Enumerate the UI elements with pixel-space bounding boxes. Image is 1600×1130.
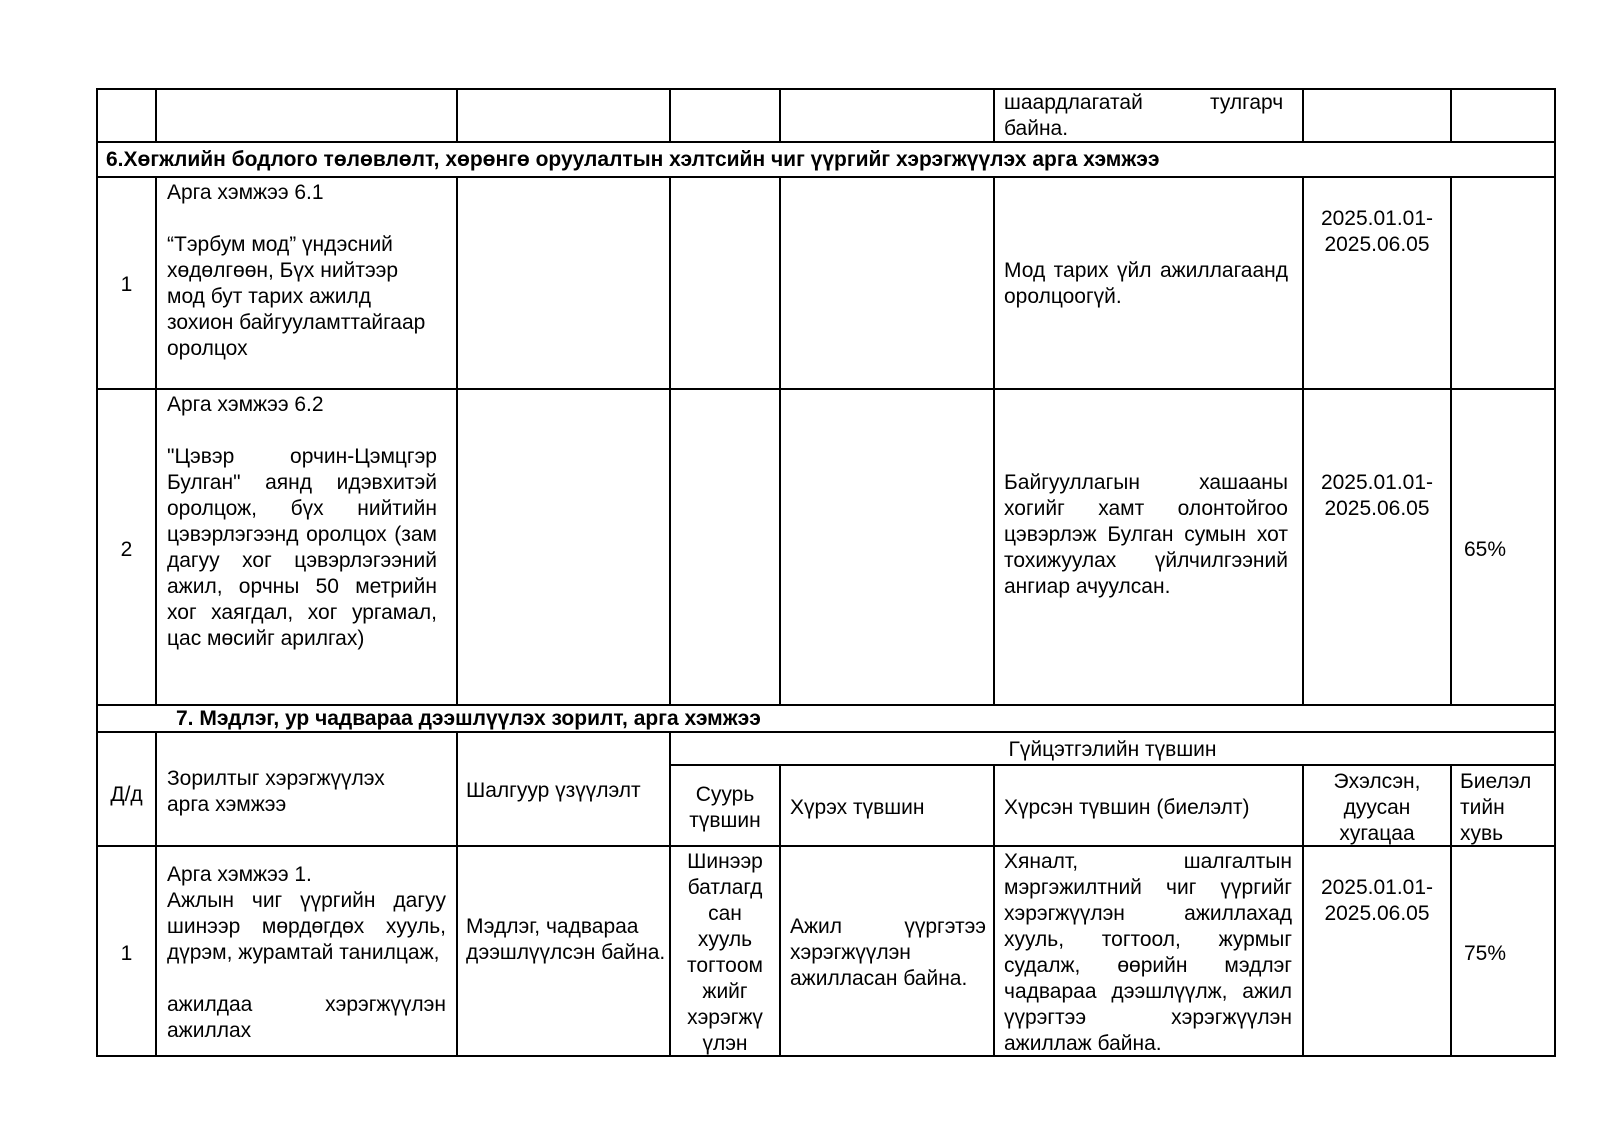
table-border xyxy=(779,88,781,143)
top-row-result-word1: шаардлагатай xyxy=(1004,91,1143,114)
table-border xyxy=(96,88,98,1057)
table-border xyxy=(669,764,1556,766)
header-achieved: Хүрсэн түвшин (биелэлт) xyxy=(1004,796,1250,819)
table-border xyxy=(155,88,157,143)
table-border xyxy=(96,176,1556,178)
table-border xyxy=(993,764,995,1057)
action-title: Арга хэмжээ 6.1 xyxy=(167,181,324,204)
action-text-continued: ажилдаа хэрэгжүүлэн ажиллах xyxy=(167,993,446,1042)
action-title: Арга хэмжээ 6.2 xyxy=(167,393,324,416)
criteria-text: Мэдлэг, чадвараа дээшлүүлсэн байна. xyxy=(466,915,666,964)
header-base: Суурь түвшин xyxy=(689,783,761,832)
table-border xyxy=(993,176,995,706)
result-text: Мод тарих үйл ажиллагаанд оролцоогүй. xyxy=(1004,259,1288,308)
action-text: “Тэрбум мод” үндэсний хөдөлгөөн, Бүх нийтээр мод бут тарих ажилд зохион байгууламттайгаар оролцох xyxy=(167,233,426,360)
section7-heading: 7. Мэдлэг, ур чадвараа дээшлүүлэх зорилт, арга хэмжээ xyxy=(176,707,761,730)
table-border xyxy=(779,176,781,706)
table-border xyxy=(1302,88,1304,143)
period-text: 2025.01.01- 2025.06.05 xyxy=(1320,207,1434,256)
section6-heading: 6.Хөгжлийн бодлого төлөвлөлт, хөрөнгө оруулалтын хэлтсийн чиг үүргийг хэрэгжүүлэх арга хэмжээ xyxy=(106,148,1160,171)
table-border xyxy=(1450,176,1452,706)
top-row-result-word2: тулгарч xyxy=(1210,91,1284,114)
table-border xyxy=(1450,88,1452,143)
base-level-text: Шинээр батлагд сан хууль тогтоом жийг хэрэгжү үлэн xyxy=(687,850,763,1055)
table-border xyxy=(669,88,671,143)
target-level-text: Ажил үүргэтээ хэрэгжүүлэн ажилласан байна. xyxy=(790,915,986,990)
table-border xyxy=(1554,88,1556,1057)
top-row-result-line2: байна. xyxy=(1004,117,1069,140)
row-number: 2 xyxy=(120,538,133,561)
period-text: 2025.01.01- 2025.06.05 xyxy=(1320,471,1434,520)
header-period: Эхэлсэн, дуусан хугацаа xyxy=(1333,770,1421,845)
table-border xyxy=(96,388,1556,390)
table-border xyxy=(155,176,157,706)
header-target: Хүрэх түвшин xyxy=(790,796,925,819)
result-text: Байгууллагын хашааны хогийг хамт олонтойгоо цэвэрлэж Булган сумын хот тохижуулах үйлчилгээний ангиар ачуулсан. xyxy=(1004,471,1288,598)
action-text: Ажлын чиг үүргийн дагуу шинээр мөрдөгдөх хууль, дүрэм, журамтай танилцаж, xyxy=(167,889,446,964)
percent-text: 65% xyxy=(1464,538,1507,561)
table-border xyxy=(1450,764,1452,1057)
period-text: 2025.01.01- 2025.06.05 xyxy=(1320,876,1434,925)
table-border xyxy=(456,731,458,1057)
table-border xyxy=(96,88,1556,90)
table-border xyxy=(669,176,671,706)
table-border xyxy=(779,764,781,1057)
table-border xyxy=(96,1055,1556,1057)
row-number: 1 xyxy=(120,273,133,296)
table-border xyxy=(96,141,1556,143)
percent-text: 75% xyxy=(1464,942,1507,965)
table-border xyxy=(456,88,458,143)
action-title: Арга хэмжээ 1. xyxy=(167,863,312,886)
achieved-level-text: Хяналт, шалгалтын мэргэжилтний чиг үүргийг хэрэгжүүлэн ажиллахад хууль, тогтоол, журмыг судалж, өөрийн мэдлэг чадвараа дээшлүүлж, ажил үүрэгтээ хэрэгжүүлэн ажиллаж байна. xyxy=(1004,850,1292,1055)
header-percent: Биелэл тийн хувь xyxy=(1460,770,1532,845)
header-criteria: Шалгуур үзүүлэлт xyxy=(466,779,641,802)
table-border xyxy=(456,176,458,706)
row-number: 1 xyxy=(120,942,133,965)
table-border xyxy=(993,88,995,143)
header-action: Зорилтыг хэрэгжүүлэх арга хэмжээ xyxy=(167,767,385,816)
header-num: Д/д xyxy=(110,783,143,806)
table-border xyxy=(155,731,157,1057)
action-text: "Цэвэр орчин-Цэмцгэр Булган" аянд идэвхитэй оролцож, бүх нийтийн цэвэрлэгээнд оролцох (зам дагуу хог цэвэрлэгээний ажил, орчны 50 метрийн хог хаягдал, хог ургамал, цас мөсийг арилгах) xyxy=(167,445,437,650)
header-level-group: Гүйцэтгэлийн түвшин xyxy=(1008,738,1217,761)
